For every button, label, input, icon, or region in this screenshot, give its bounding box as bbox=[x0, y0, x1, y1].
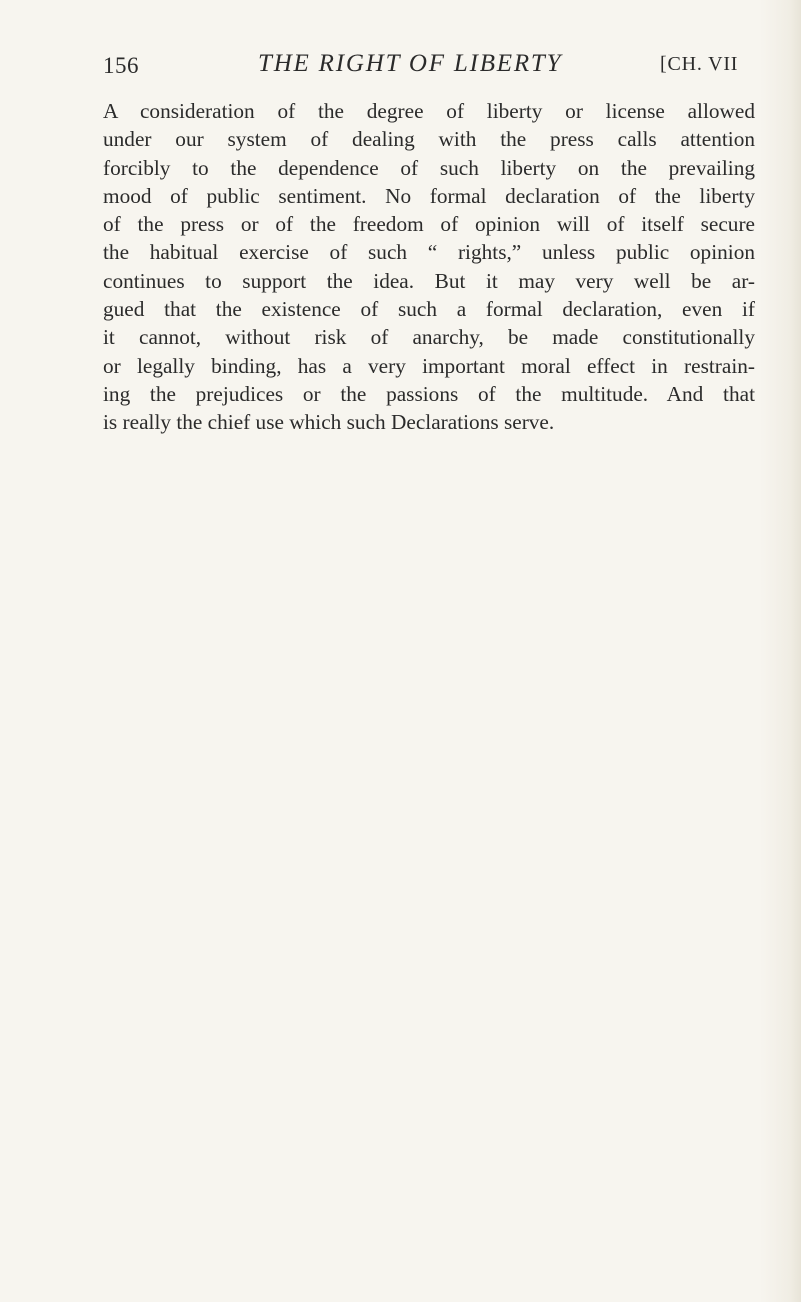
text-line: of the press or of the freedom of opinion will of itself secure bbox=[103, 212, 755, 237]
text-line: mood of public sentiment. No formal declaration of the liberty bbox=[103, 183, 755, 208]
text-line: it cannot, without risk of anarchy, be made constitutionally bbox=[103, 325, 755, 350]
text-line: ing the prejudices or the passions of the multitude. And that bbox=[103, 381, 755, 406]
text-line: under our system of dealing with the press calls attention bbox=[103, 127, 755, 152]
text-line: is really the chief use which such Declarations serve. bbox=[103, 410, 555, 435]
text-line: or legally binding, has a very important moral effect in restrain- bbox=[103, 353, 755, 378]
text-line: forcibly to the dependence of such liberty on the prevailing bbox=[103, 155, 755, 180]
text-line: continues to support the idea. But it may very well be ar- bbox=[103, 268, 755, 293]
body-paragraph bbox=[103, 97, 755, 437]
page-number: 156 bbox=[103, 53, 139, 78]
chapter-reference: [CH. VII bbox=[660, 53, 739, 75]
text-line: the habitual exercise of such “ rights,” unless public opinion bbox=[103, 240, 755, 265]
running-head bbox=[103, 50, 743, 84]
book-title: THE RIGHT OF LIBERTY bbox=[258, 50, 563, 77]
text-line: gued that the existence of such a formal declaration, even if bbox=[103, 297, 755, 322]
text-line: A consideration of the degree of liberty or license allowed bbox=[103, 99, 755, 123]
